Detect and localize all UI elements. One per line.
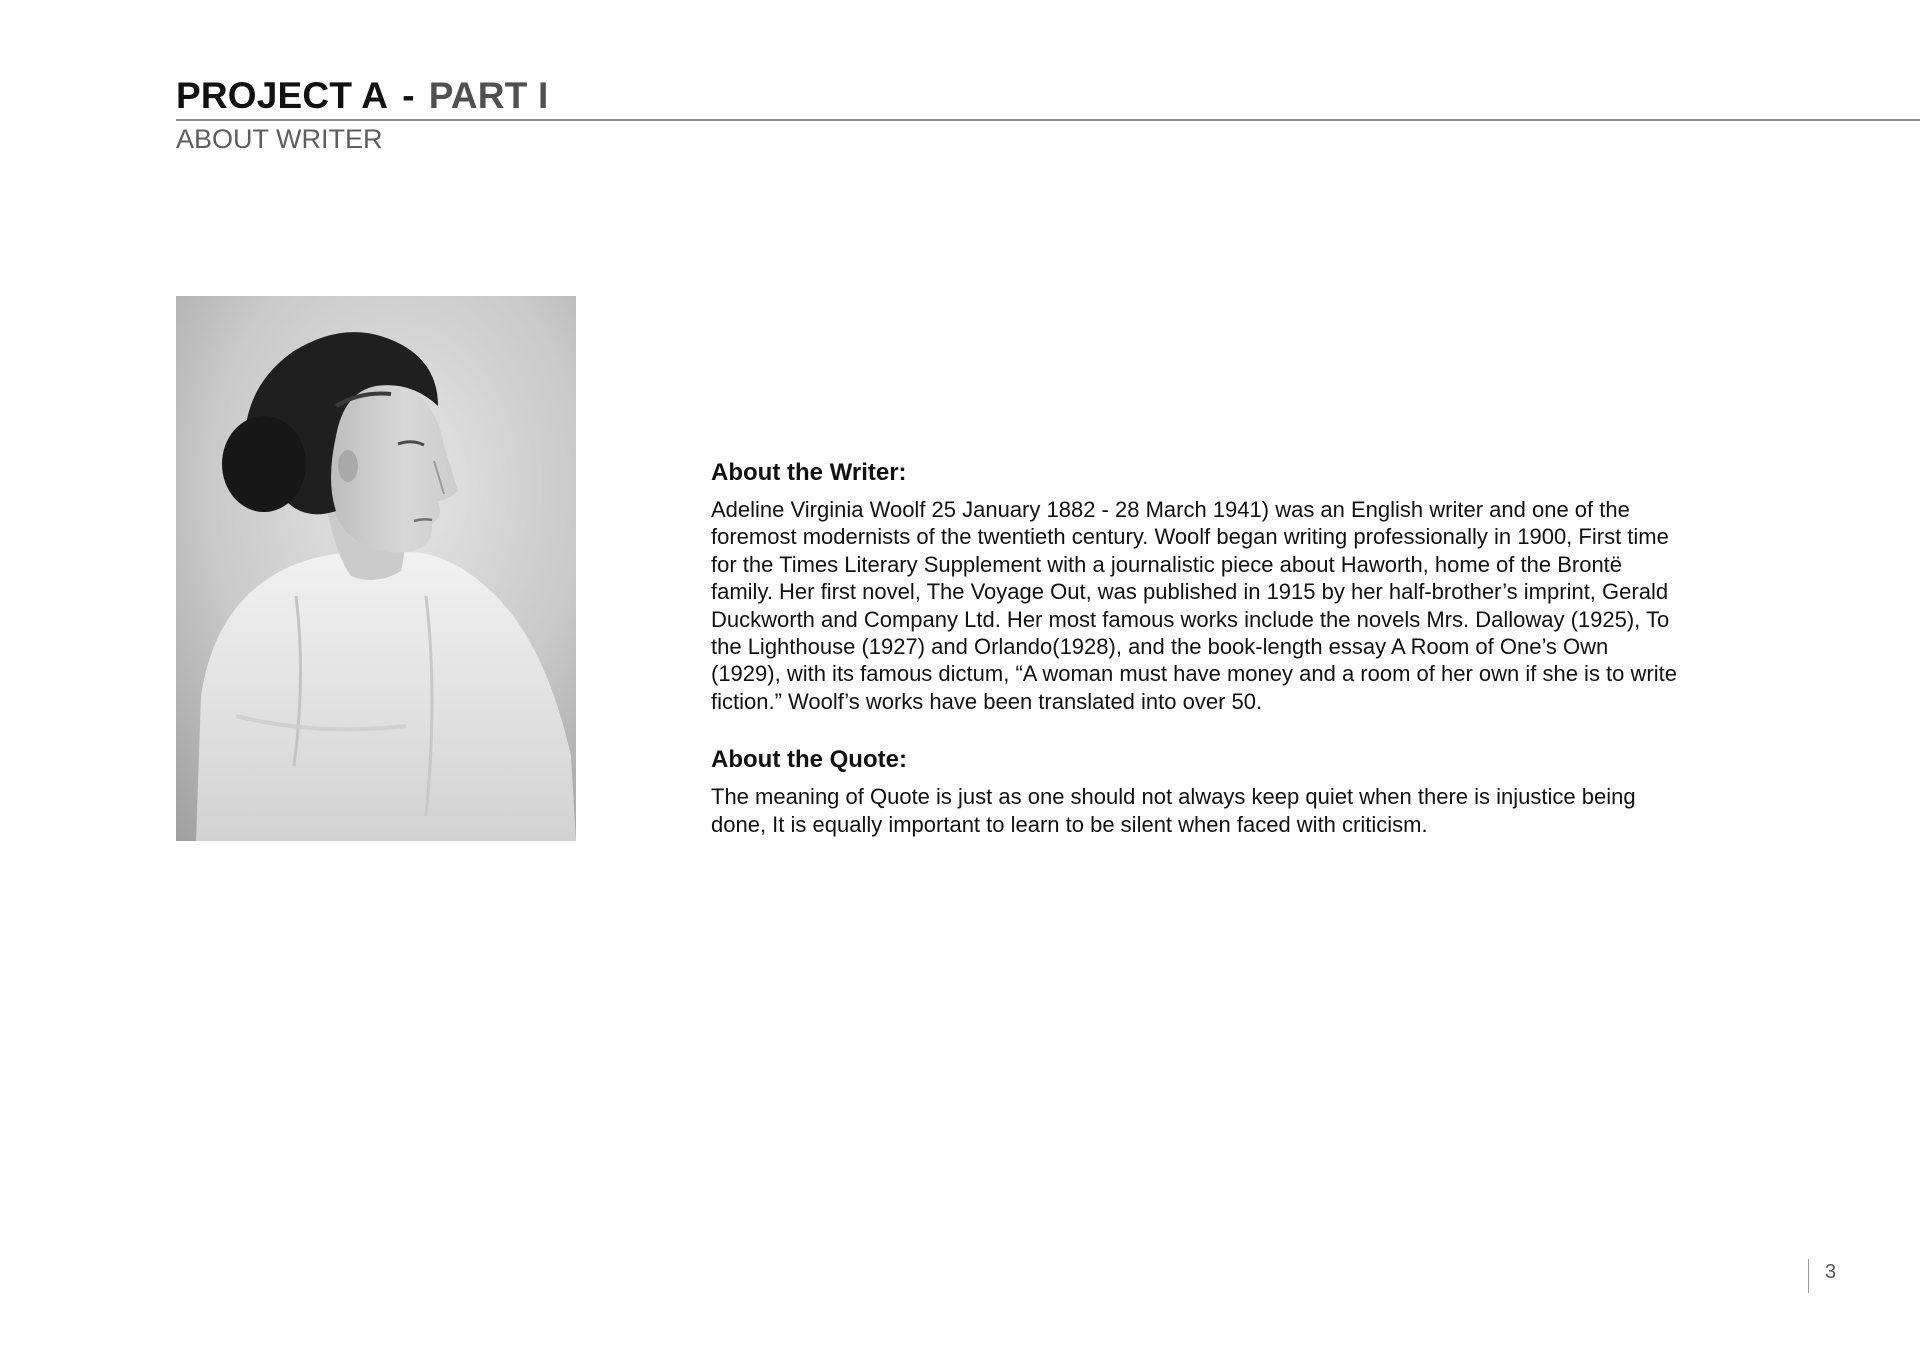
- quote-explanation: The meaning of Quote is just as one should not always keep quiet when there is injustice being done, It is equally important to learn to be silent when faced with criticism.: [711, 784, 1636, 837]
- page-number-divider: [1808, 1259, 1809, 1293]
- title-separator: -: [402, 75, 415, 116]
- page-subtitle: ABOUT WRITER: [176, 124, 383, 154]
- writer-heading: About the Writer:: [711, 459, 907, 486]
- quote-heading: About the Quote:: [711, 746, 907, 774]
- title-project: PROJECT A: [176, 75, 389, 116]
- page-title: [176, 74, 548, 118]
- section-spacer: [711, 715, 1681, 745]
- title-part: PART I: [428, 75, 549, 116]
- page-number: 3: [1825, 1261, 1837, 1283]
- writer-portrait: [176, 296, 576, 841]
- content-column: [711, 458, 1681, 838]
- writer-bio: Adeline Virginia Woolf 25 January 1882 - 28 March 1941) was an English writer and one of the foremost modernists of the twentieth century. Woolf began writing professionally in 1900, First time for the Times Literary Supplement with a journalistic piece about Haworth, home of the Brontë family. Her first novel, The Voyage Out, was published in 1915 by her half-brother’s imprint, Gerald Duckworth and Company Ltd. Her most famous works include the novels Mrs. Dalloway (1925), To the Lighthouse (1927) and Orlando(1928), and the book-length essay A Room of One’s Own (1929), with its famous dictum, “A woman must have money and a room of her own if she is to write fiction.” Woolf’s works have been translated into over 50.: [711, 497, 1677, 714]
- portrait-photo: [176, 296, 576, 841]
- header-divider: [176, 119, 1920, 121]
